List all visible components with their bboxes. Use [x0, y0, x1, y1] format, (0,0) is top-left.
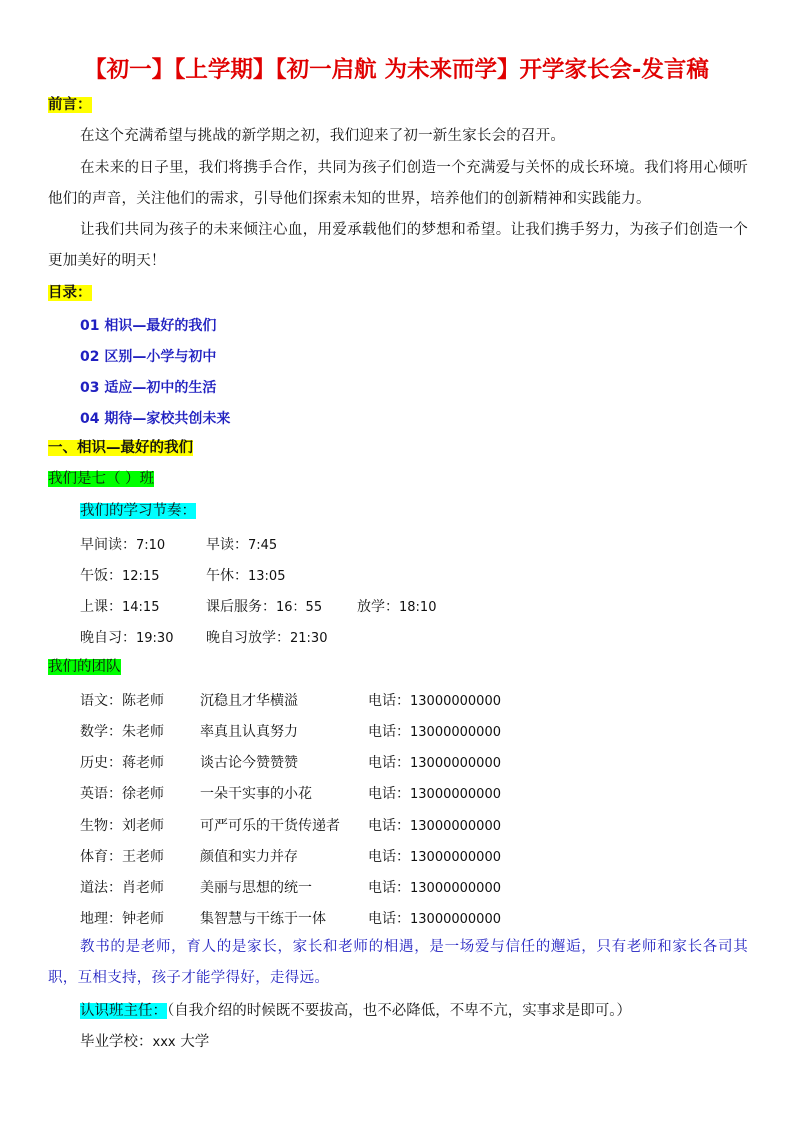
team-description: 率真且认真努力: [200, 724, 298, 740]
schedule-label: 早间读：: [80, 537, 136, 553]
team-phone: [368, 783, 501, 803]
section1-heading: [48, 438, 193, 458]
schedule-time: 7:45: [248, 538, 278, 553]
preface-heading-text: 前言：: [48, 97, 92, 113]
class-label-text: 我们是七（ ）班: [48, 471, 155, 487]
team-description: 一朵干实事的小花: [200, 786, 312, 802]
teacher-parent-quote: 教书的是老师，育人的是家长，家长和老师的相遇，是一场爱与信任的邂逅，只有老师和家长各司其职，互相支持，孩子才能学得好，走得远。: [48, 939, 748, 986]
team-subject: 道法：肖老师: [80, 880, 164, 896]
team-description: 沉稳且才华横溢: [200, 693, 298, 709]
school-suffix: 大学: [175, 1034, 210, 1050]
team-phone: [368, 908, 501, 928]
toc-item-1: 01 相识—最好的我们: [80, 318, 217, 334]
school-value: xxx: [152, 1035, 176, 1050]
team-phone: [368, 815, 501, 835]
phone-label: 电话：: [368, 818, 410, 834]
headteacher-line: [80, 1001, 631, 1021]
team-phone: [368, 752, 501, 772]
phone-label: 电话：: [368, 786, 410, 802]
team-subject: 英语：徐老师: [80, 786, 164, 802]
team-row: [80, 690, 540, 710]
toc-item-2: 02 区别—小学与初中: [80, 349, 217, 365]
preface-paragraph-3: 让我们共同为孩子的未来倾注心血，用爱承载他们的梦想和希望。让我们携手努力，为孩子们创造一个更加美好的明天！: [48, 222, 748, 269]
headteacher-label: 认识班主任：: [80, 1003, 167, 1019]
team-description: 美丽与思想的统一: [200, 880, 312, 896]
preface-paragraph-2: 在未来的日子里，我们将携手合作，共同为孩子们创造一个充满爱与关怀的成长环境。我们将用心倾听他们的声音，关注他们的需求，引导他们探索未知的世界，培养他们的创新精神和实践能力。: [48, 160, 748, 207]
phone-label: 电话：: [368, 724, 410, 740]
toc-item-3: 03 适应—初中的生活: [80, 380, 217, 396]
section1-heading-text: 一、相识—最好的我们: [48, 440, 193, 456]
schedule-lunch: [80, 565, 159, 585]
preface-paragraph-1: 在这个充满希望与挑战的新学期之初，我们迎来了初一新生家长会的召开。: [80, 128, 566, 144]
graduated-school-line: [80, 1032, 209, 1053]
phone-label: 电话：: [368, 880, 410, 896]
phone-number: 13000000000: [410, 819, 501, 834]
schedule-label: 早读：: [206, 537, 248, 553]
team-row: [80, 752, 540, 772]
team-description: 可严可乐的干货传递者: [200, 818, 340, 834]
schedule-time: 7:10: [136, 538, 166, 553]
schedule-time: 12:15: [122, 569, 160, 584]
team-description: 谈古论今赞赞赞: [200, 755, 298, 771]
school-label: 毕业学校：: [80, 1034, 153, 1050]
preface-heading: [48, 95, 92, 115]
schedule-evening-study: [80, 627, 173, 647]
toc-item-4: 04 期待—家校共创未来: [80, 411, 231, 427]
schedule-label: 放学：: [357, 599, 399, 615]
toc-heading: [48, 283, 92, 303]
headteacher-note: （自我介绍的时候既不要拔高，也不必降低，不卑不亢，实事求是即可。）: [167, 1003, 631, 1019]
schedule-morning-reading: [206, 534, 277, 554]
schedule-label: 课后服务：: [206, 599, 276, 615]
rhythm-label-text: 我们的学习节奏：: [80, 503, 196, 519]
schedule-label: 晚自习放学：: [206, 630, 290, 646]
team-subject: 语文：陈老师: [80, 693, 164, 709]
team-phone: [368, 721, 501, 741]
phone-number: 13000000000: [410, 787, 501, 802]
phone-number: 13000000000: [410, 694, 501, 709]
phone-label: 电话：: [368, 849, 410, 865]
schedule-label: 午休：: [206, 568, 248, 584]
schedule-nap: [206, 565, 285, 585]
phone-number: 13000000000: [410, 912, 501, 927]
team-row: [80, 877, 540, 897]
schedule-class: [80, 596, 159, 616]
phone-label: 电话：: [368, 693, 410, 709]
schedule-time: 13:05: [248, 569, 286, 584]
team-subject: 数学：朱老师: [80, 724, 164, 740]
team-phone: [368, 690, 501, 710]
team-phone: [368, 877, 501, 897]
phone-number: 13000000000: [410, 850, 501, 865]
team-description: 集智慧与干练于一体: [200, 911, 326, 927]
schedule-time: 21:30: [290, 631, 328, 646]
team-row: [80, 846, 540, 866]
team-row: [80, 721, 540, 741]
team-row: [80, 908, 540, 928]
schedule-time: 14:15: [122, 600, 160, 615]
schedule-early-reading: [80, 534, 165, 554]
class-label: [48, 469, 154, 489]
schedule-evening-dismiss: [206, 627, 327, 647]
team-description: 颜值和实力并存: [200, 849, 298, 865]
schedule-label: 上课：: [80, 599, 122, 615]
phone-number: 13000000000: [410, 756, 501, 771]
phone-label: 电话：: [368, 755, 410, 771]
schedule-time: 18:10: [399, 600, 437, 615]
phone-label: 电话：: [368, 911, 410, 927]
team-subject: 历史：蒋老师: [80, 755, 164, 771]
team-subject: 地理：钟老师: [80, 911, 164, 927]
schedule-label: 晚自习：: [80, 630, 136, 646]
toc-heading-text: 目录：: [48, 285, 92, 301]
team-row: [80, 815, 540, 835]
team-label-text: 我们的团队: [48, 659, 121, 675]
schedule-dismiss: [357, 596, 436, 616]
page-title: 【初一】【上学期】【初一启航 为未来而学】开学家长会-发言稿: [84, 57, 709, 83]
schedule-time: 19:30: [136, 631, 174, 646]
schedule-label: 午饭：: [80, 568, 122, 584]
team-subject: 体育：王老师: [80, 849, 164, 865]
phone-number: 13000000000: [410, 725, 501, 740]
schedule-after-school-service: [206, 596, 322, 616]
team-phone: [368, 846, 501, 866]
team-subject: 生物：刘老师: [80, 818, 164, 834]
schedule-time: 16：55: [276, 600, 323, 615]
team-label: [48, 657, 121, 677]
team-row: [80, 783, 540, 803]
phone-number: 13000000000: [410, 881, 501, 896]
rhythm-label: [80, 501, 196, 521]
